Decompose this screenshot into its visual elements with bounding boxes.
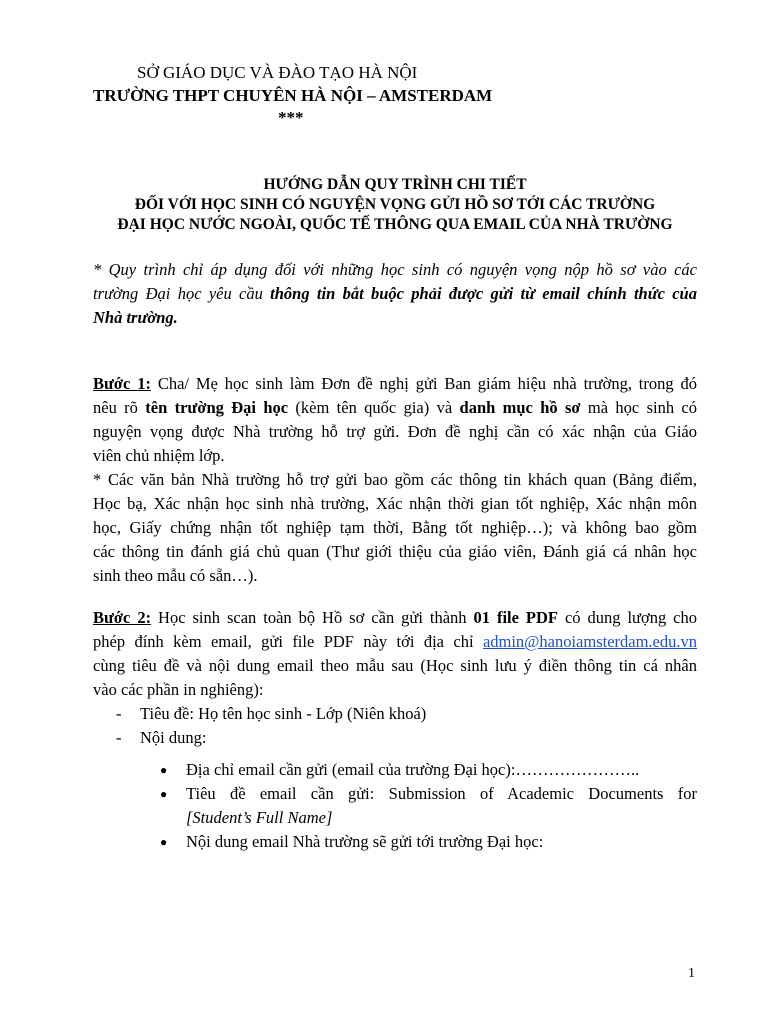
title-line-1: HƯỚNG DẪN QUY TRÌNH CHI TIẾT [263, 176, 527, 193]
step1-text: (kèm tên quốc gia) và [288, 398, 460, 417]
page-number: 1 [688, 966, 695, 981]
bullet-item-email-address: Địa chỉ email cần gửi (email của trường Đại học):………………….. [186, 760, 640, 779]
header-stars: *** [278, 108, 304, 127]
dash-marker: - [116, 704, 122, 723]
note-emphasis: thông tin bắt buộc phải được gửi từ email chính thức của [270, 284, 697, 303]
bullet-marker: ● [160, 835, 168, 849]
dash-marker: - [116, 728, 122, 747]
step2-text: Học sinh scan toàn bộ Hồ sơ cần gửi thành [151, 608, 474, 627]
title-line-2: ĐỐI VỚI HỌC SINH CÓ NGUYỆN VỌNG GỬI HỒ SƠ TỚI CÁC TRƯỜNG [134, 196, 656, 213]
step2-text: có dung lượng cho [558, 608, 697, 627]
step1-line-2 [93, 396, 697, 420]
step1-text: mà học sinh có [580, 398, 698, 417]
step2-line-1 [93, 606, 697, 630]
step1-line-8: các thông tin đánh giá chủ quan (Thư giới thiệu của giáo viên, Đánh giá cá nhân học [93, 542, 697, 561]
note-line-3: Nhà trường. [93, 308, 178, 327]
dash-item-content: Nội dung: [140, 728, 207, 747]
bullet-marker: ● [160, 763, 168, 777]
step1-emphasis: tên trường Đại học [145, 398, 289, 417]
step2-text: phép đính kèm email, gửi file PDF này tới địa chỉ [93, 632, 483, 651]
step2-line-3: cùng tiêu đề và nội dung email theo mẫu sau (Học sinh lưu ý điền thông tin cá nhân [93, 656, 697, 675]
email-link[interactable]: admin@hanoiamsterdam.edu.vn [482, 632, 697, 651]
bullet-item-content: Nội dung email Nhà trường sẽ gửi tới trường Đại học: [186, 832, 544, 851]
step1-line-1 [93, 372, 697, 396]
step1-emphasis: danh mục hồ sơ [459, 398, 581, 417]
step1-line-4: viên chủ nhiệm lớp. [93, 446, 225, 465]
bullet-marker: ● [160, 787, 168, 801]
note-text: trường Đại học yêu cầu [93, 284, 271, 303]
step2-line-2 [93, 630, 697, 654]
step1-text: Cha/ Mẹ học sinh làm Đơn đề nghị gửi Ban giám hiệu nhà trường, trong đó [150, 374, 697, 393]
step2-label: Bước 2: [93, 608, 152, 627]
step1-line-3: nguyện vọng được Nhà trường hỗ trợ gửi. Đơn đề nghị cần có xác nhận của Giáo [93, 422, 697, 441]
school-name: TRƯỜNG THPT CHUYÊN HÀ NỘI – AMSTERDAM [93, 86, 493, 105]
title-line-3: ĐẠI HỌC NƯỚC NGOÀI, QUỐC TẾ THÔNG QUA EMAIL CỦA NHÀ TRƯỜNG [117, 216, 673, 233]
step1-line-5: * Các văn bản Nhà trường hỗ trợ gửi bao gồm các thông tin khách quan (Bảng điểm, [93, 470, 697, 489]
student-name-placeholder: [Student’s Full Name] [186, 808, 333, 827]
note-line-1: * Quy trình chỉ áp dụng đối với những học sinh có nguyện vọng nộp hồ sơ vào các [93, 260, 697, 279]
step1-line-9: sinh theo mẫu có sẵn…). [93, 566, 258, 585]
step1-line-6: Học bạ, Xác nhận học sinh nhà trường, Xác nhận thời gian tốt nghiệp, Xác nhận môn [93, 494, 697, 513]
dash-item-subject: Tiêu đề: Họ tên học sinh - Lớp (Niên khoá) [140, 704, 427, 723]
note-line-2 [93, 282, 697, 306]
department-name: SỞ GIÁO DỤC VÀ ĐÀO TẠO HÀ NỘI [137, 63, 418, 82]
step1-line-7: học, Giấy chứng nhận tốt nghiệp tạm thời, Bằng tốt nghiệp…); và không bao gồm [93, 518, 697, 537]
step2-emphasis: 01 file PDF [473, 608, 558, 627]
bullet-item-subject: Tiêu đề email cần gửi: Submission of Academic Documents for [186, 784, 697, 803]
step2-line-4: vào các phần in nghiêng): [93, 680, 264, 699]
step1-text: nêu rõ [93, 398, 146, 417]
step1-label: Bước 1: [93, 374, 151, 393]
